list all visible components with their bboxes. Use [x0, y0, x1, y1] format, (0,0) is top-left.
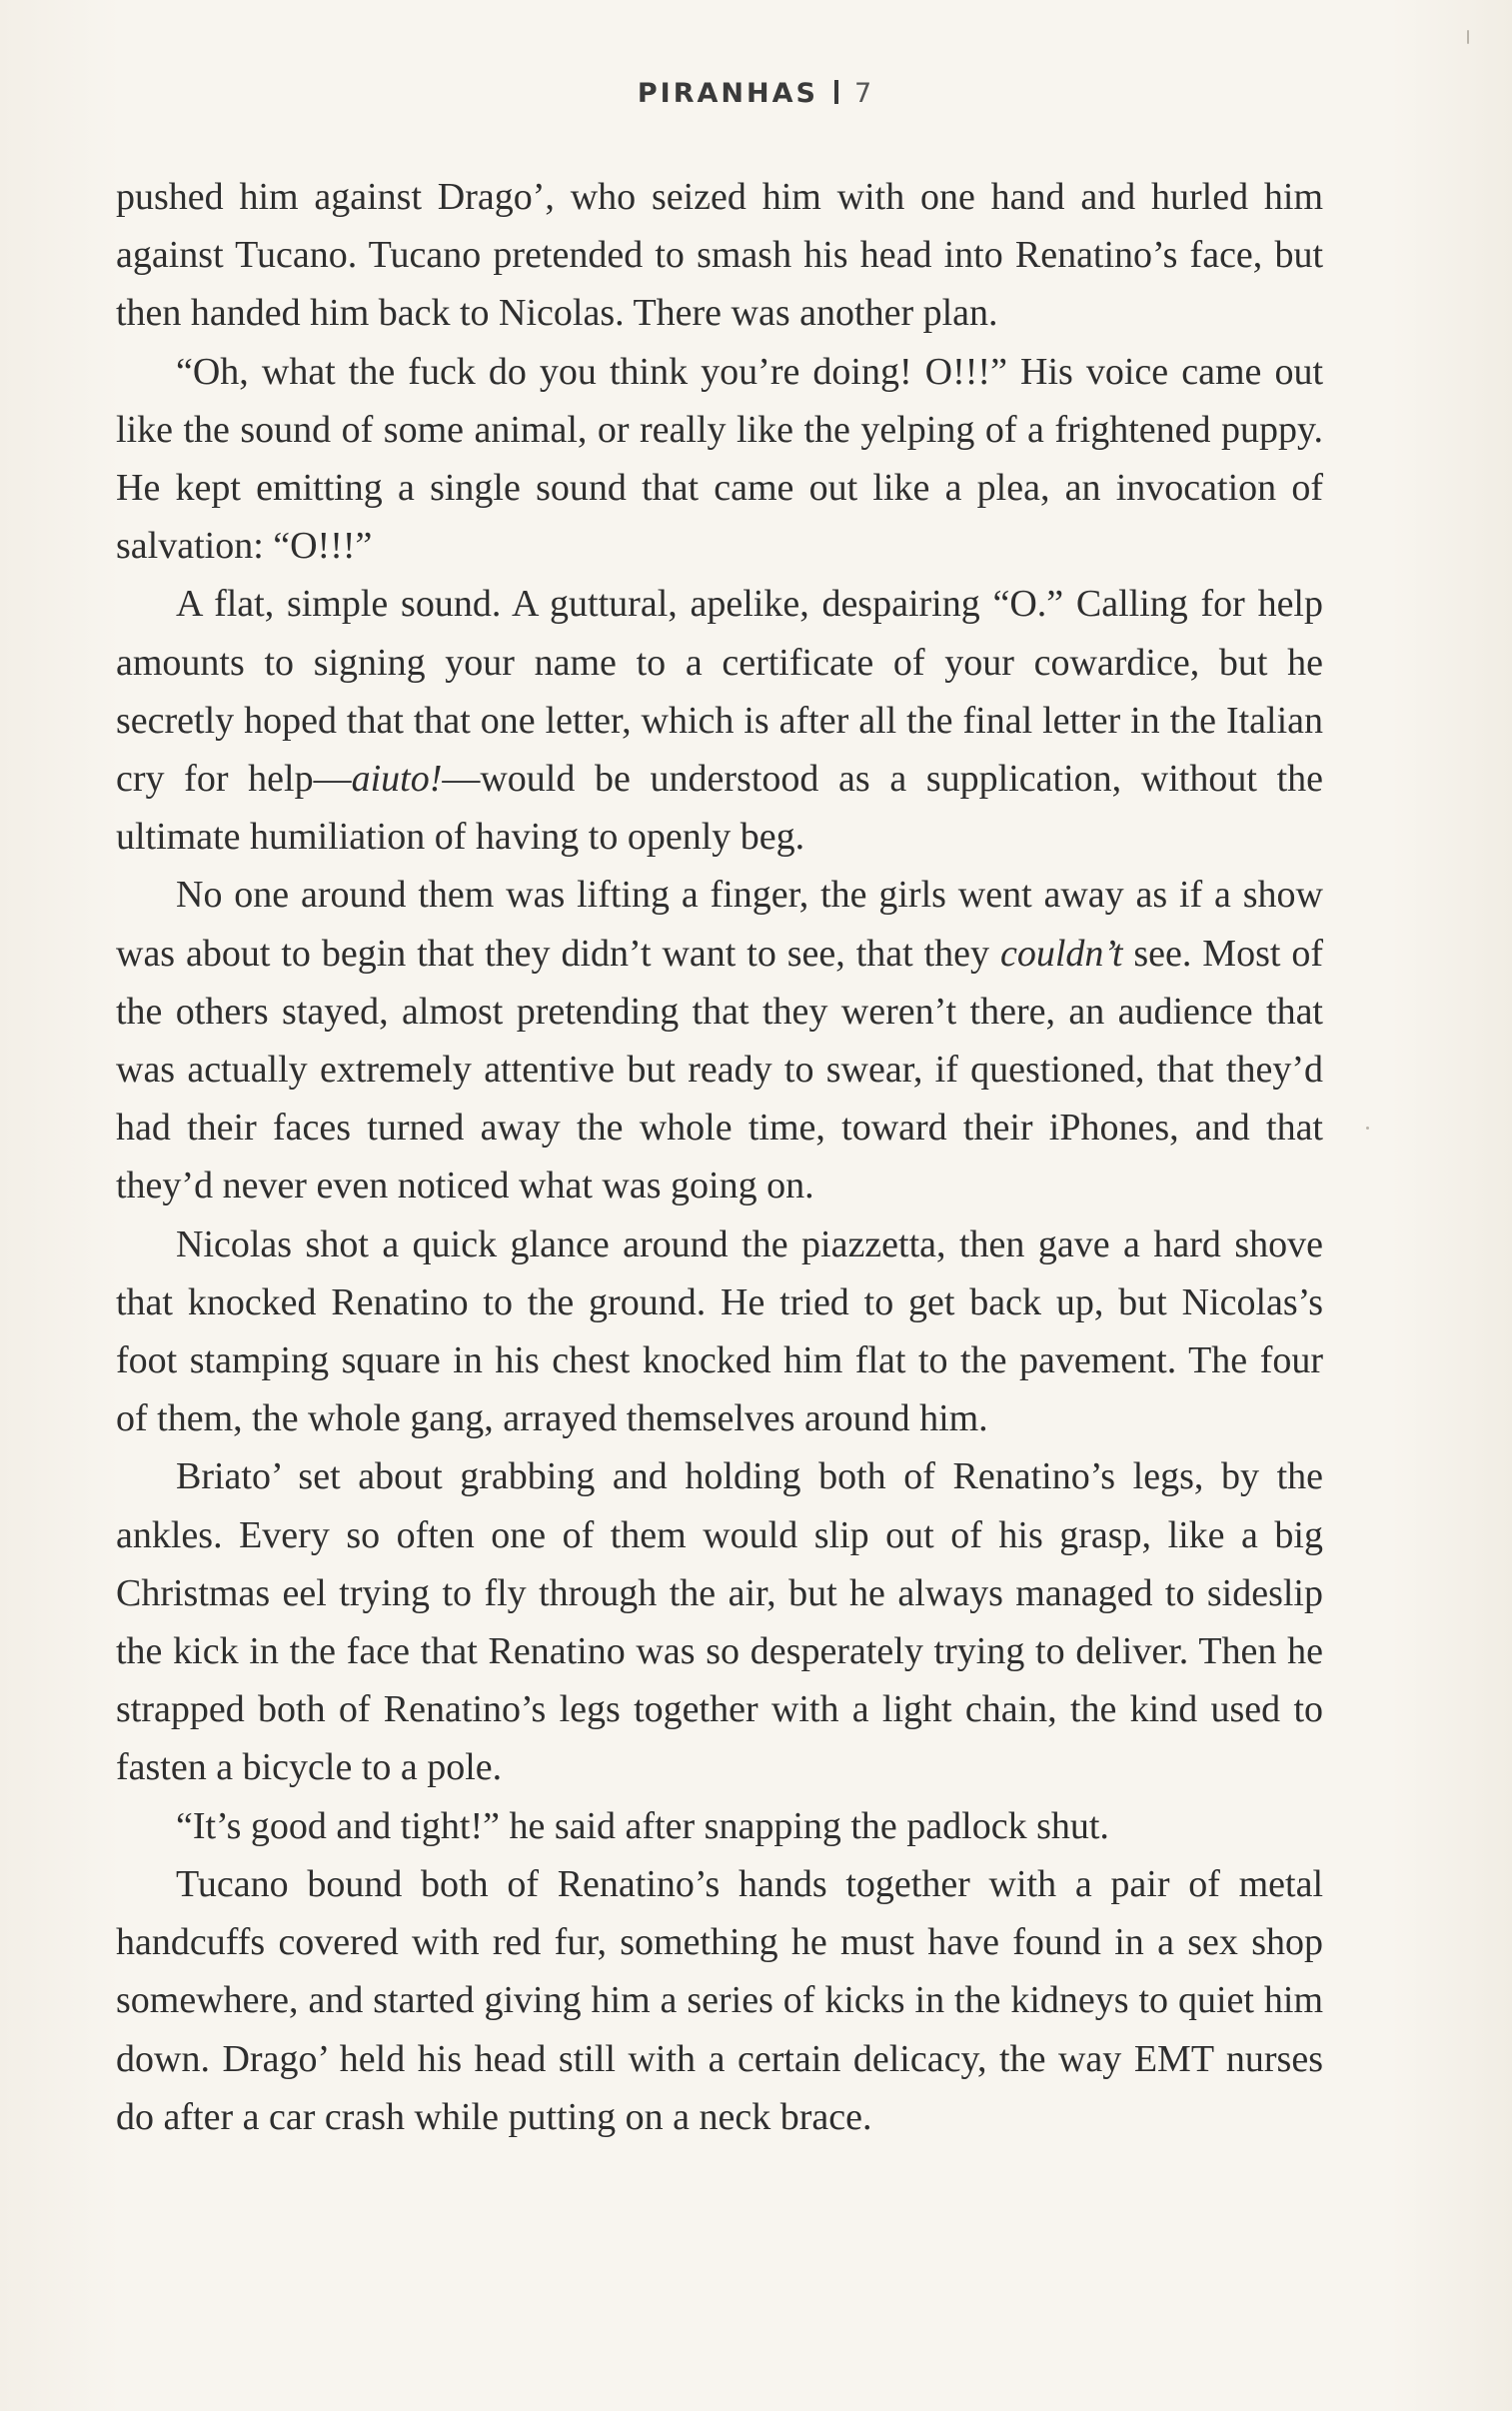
paragraph-5: Nicolas shot a quick glance around the piazzetta, then gave a hard shove that knocked Renatino to the ground. He tried to get back up, but Nicolas’s foot stamping square in his chest knocked him flat to the pavement. The four of them, the whole gang, arrayed themselves around him. — [116, 1222, 1323, 1440]
paragraph-1: pushed him against Drago’, who seized him with one hand and hurled him against Tucano. Tucano pretended to smash his head into Renatino’s face, but then handed him back to Nicolas. There was another plan. — [116, 176, 1323, 335]
paragraph-2: “Oh, what the fuck do you think you’re doing! O!!!” His voice came out like the sound of some animal, or really like the yelping of a frightened puppy. He kept emitting a single sound that came out like a plea, an invocation of salvation: “O!!!” — [116, 350, 1323, 568]
paragraph-8: Tucano bound both of Renatino’s hands together with a pair of metal handcuffs covered with red fur, something he must have found in a sex shop somewhere, and started giving him a series of kicks in the kidneys to quiet him down. Drago’ held his head still with a certain delicacy, the way EMT nurses do after a car crash while putting on a neck brace. — [116, 1862, 1323, 2138]
italic-aiuto: aiuto! — [351, 758, 443, 801]
header-separator — [834, 80, 838, 104]
italic-couldnt: couldn’t — [999, 932, 1123, 975]
book-title: PIRANHAS — [637, 78, 818, 109]
paragraph-7: “It’s good and tight!” he said after snapping the padlock shut. — [176, 1804, 1109, 1847]
running-head — [0, 78, 1512, 109]
paper-speck — [1467, 30, 1469, 44]
paragraph-6: Briato’ set about grabbing and holding both of Renatino’s legs, by the ankles. Every so often one of them would slip out of his grasp, like a big Christmas eel trying to fly through the air, but he always managed to sideslip the kick in the face that Renatino was so desperately trying to deliver. Then he strapped both of Renatino’s legs together with a light chain, the kind used to fasten a bicycle to a pole. — [116, 1455, 1323, 1789]
paragraph-3: A flat, simple sound. A guttural, apelike, despairing “O.” Calling for help amounts to signing your name to a certificate of your cowardice, but he secretly hoped that that one letter, which is after all the final letter in the Italian cry for help—aiuto!—would be understood as a supplication, without the ultimate humiliation of having to openly beg. — [116, 583, 1323, 859]
paper-speck — [1366, 1127, 1369, 1130]
body-text — [116, 168, 1323, 2146]
page-number: 7 — [853, 78, 875, 109]
paragraph-4: No one around them was lifting a finger, the girls went away as if a show was about to begin that they didn’t want to see, that they couldn’t see. Most of the others stayed, almost pretending that they weren’t there, an audience that was actually extremely attentive but ready to swear, if questioned, that they’d had their faces turned away the whole time, toward their iPhones, and that they’d never even noticed what was going on. — [116, 874, 1323, 1207]
